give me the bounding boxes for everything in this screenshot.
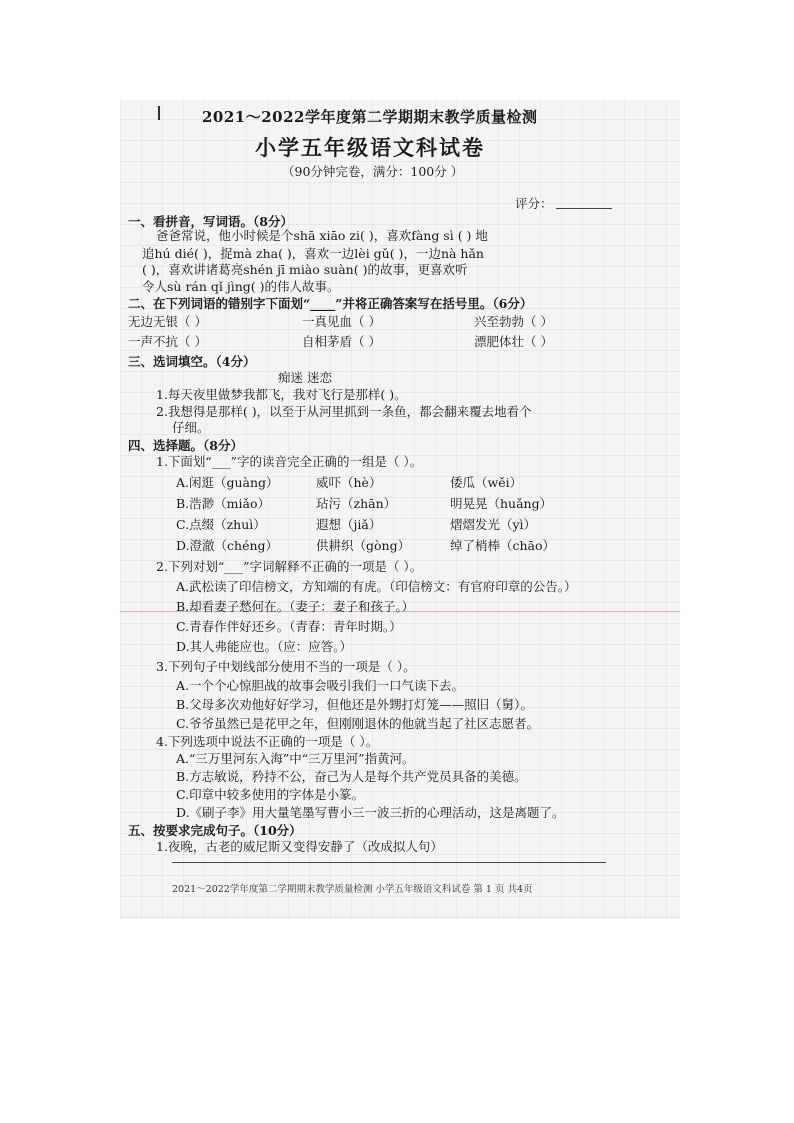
s3-question-2: 2.我想得是那样( )，以至于从河里抓到一条鱼，都会翻来覆去地看个 bbox=[156, 404, 532, 419]
section-2-heading: 二、在下列词语的错别字下面划“____”并将正确答案写在括号里。（6分） bbox=[128, 296, 533, 311]
s2-item: 兴至勃勃（ ） bbox=[474, 314, 553, 329]
s4-q2-option: A.武松读了印信榜文，方知端的有虎。（印信榜文：有官府印章的公告。） bbox=[176, 579, 577, 594]
s4-q1-option: 熠熠发光（yì） bbox=[450, 517, 537, 532]
s4-q1-option: D.澄澈（chéng） bbox=[176, 538, 279, 553]
s4-q4-option: B.方志敏说，矜持不公，奋己为人是每个共产党员具备的美德。 bbox=[176, 769, 527, 784]
page-footer: 2021～2022学年度第二学期期末教学质量检测 小学五年级语文科试卷 第 1 页 共4页 bbox=[172, 884, 533, 895]
s3-question-1: 1.每天夜里做梦我都飞，我对飞行是那样( )。 bbox=[156, 387, 407, 402]
s4-q4-option: D.《刷子李》用大量笔墨写曹小三一波三折的心理活动，这是离题了。 bbox=[176, 805, 565, 820]
s4-q1-option: 供耕织（gòng） bbox=[316, 538, 411, 553]
s4-q3-option: A.一个个心惊胆战的故事会吸引我们一口气读下去。 bbox=[176, 678, 465, 693]
s2-item: 一真见血（ ） bbox=[302, 314, 381, 329]
s4-q4-option: C.印章中较多使用的字体是小篆。 bbox=[176, 787, 365, 802]
paper-title: 小学五年级语文科试卷 bbox=[255, 135, 485, 160]
s1-line-2: 追hú dié( )，捉mà zha( )，喜欢一边lèi gǔ( )，一边nà hǎn bbox=[142, 246, 484, 261]
s4-q1-option: 玷污（zhān） bbox=[316, 496, 397, 511]
s3-word-choices: 痴迷 迷恋 bbox=[278, 370, 332, 385]
s1-line-4: 令人sù rán qǐ jìng( )的伟人故事。 bbox=[142, 279, 340, 294]
s4-question-2: 2.下列对划“___”字词解释不正确的一项是（ ）。 bbox=[156, 559, 423, 574]
s4-q1-option: C.点缀（zhuì） bbox=[176, 517, 266, 532]
score-blank[interactable] bbox=[556, 208, 612, 209]
s4-q1-option: 遐想（jiǎ） bbox=[316, 517, 382, 532]
s2-item: 无边无银（ ） bbox=[128, 314, 207, 329]
s4-q2-option: D.其人弗能应也。（应：应答。） bbox=[176, 639, 353, 654]
answer-line[interactable] bbox=[172, 862, 606, 863]
margin-mark bbox=[158, 106, 160, 120]
s2-item: 漂肥体壮（ ） bbox=[474, 334, 553, 349]
s4-q1-option: 绰了梢棒（chāo） bbox=[450, 538, 556, 553]
section-4-heading: 四、选择题。（8分） bbox=[128, 438, 243, 453]
s4-q1-option: 倭瓜（wěi） bbox=[450, 475, 523, 490]
s4-question-4: 4.下列选项中说法不正确的一项是（ ）。 bbox=[156, 734, 379, 749]
s4-q2-option: B.却看妻子愁何在。（妻子：妻子和孩子。） bbox=[176, 599, 415, 614]
section-1-heading: 一、看拼音，写词语。（8分） bbox=[128, 214, 293, 229]
s4-q3-option: B.父母多次劝他好好学习，但他还是外甥打灯笼——照旧（舅）。 bbox=[176, 697, 533, 712]
s4-q1-option: B.浩渺（miǎo） bbox=[176, 496, 270, 511]
s4-question-1: 1.下面划“___”字的读音完全正确的一组是（ ）。 bbox=[156, 454, 423, 469]
s2-item: 一声不抗（ ） bbox=[128, 334, 207, 349]
s5-question-1: 1.夜晚，古老的威尼斯又变得安静了（改成拟人句） bbox=[156, 839, 443, 854]
exam-sheet bbox=[120, 100, 680, 918]
s4-q1-option: 威吓（hè） bbox=[316, 475, 382, 490]
s4-q2-option: C.青春作伴好还乡。（青春：青年时期。） bbox=[176, 619, 402, 634]
s1-line-3: ( )，喜欢讲诸葛亮shén jī miào suàn( )的故事，更喜欢听 bbox=[142, 262, 468, 277]
s4-q3-option: C.爷爷虽然已是花甲之年，但刚刚退休的他就当起了社区志愿者。 bbox=[176, 716, 540, 731]
s4-question-3: 3.下列句子中划线部分使用不当的一项是（ ）。 bbox=[156, 659, 416, 674]
s3-question-2-cont: 仔细。 bbox=[172, 420, 210, 435]
s4-q1-option: 明晃晃（huǎng） bbox=[450, 496, 553, 511]
score-label: 评分： bbox=[515, 196, 553, 211]
time-score-note: （90分钟完卷，满分：100分 ） bbox=[282, 164, 464, 179]
exam-title: 2021～2022学年度第二学期期末教学质量检测 bbox=[202, 108, 538, 126]
section-3-heading: 三、选词填空。（4分） bbox=[128, 354, 256, 369]
s4-q4-option: A.“三万里河东入海”中“三万里河”指黄河。 bbox=[176, 751, 415, 766]
s2-item: 自相茅盾（ ） bbox=[302, 334, 381, 349]
s1-line-1: 爸爸常说，他小时候是个shā xiāo zi( )，喜欢fàng sì ( ) 地 bbox=[156, 228, 488, 243]
section-5-heading: 五、按要求完成句子。（10分） bbox=[128, 823, 302, 838]
s4-q1-option: A.闲逛（guàng） bbox=[176, 475, 279, 490]
